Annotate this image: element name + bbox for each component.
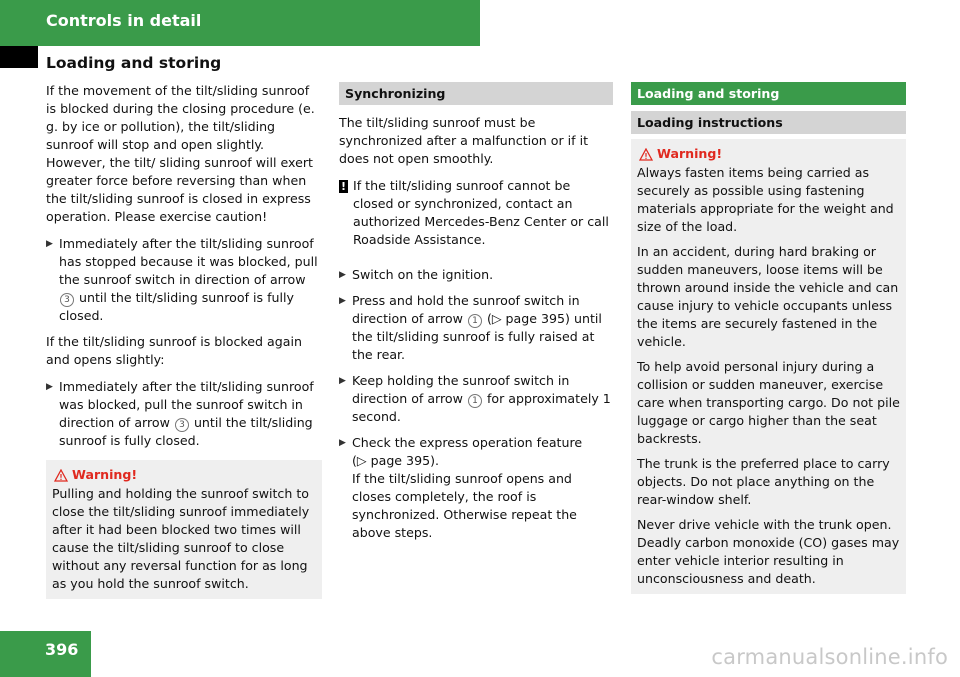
- step-arrow-icon: ▶: [339, 376, 346, 386]
- instruction-step: [46, 378, 322, 450]
- warning-text: In an accident, during hard braking or sudden maneuvers, loose items will be thrown around inside the vehicle and can cause injury to vehicle occupants unless the items are securely fastened in the vehicle.: [637, 244, 899, 349]
- instruction-step: [339, 266, 613, 284]
- warning-box: [631, 139, 906, 594]
- chapter-title: Controls in detail: [46, 11, 202, 30]
- warning-box: [46, 460, 322, 599]
- callout-number-icon: 3: [60, 293, 74, 307]
- warning-text: The trunk is the preferred place to carry objects. Do not place anything on the rear-window shelf.: [637, 456, 890, 507]
- step-text: until the tilt/sliding sunroof is fully closed.: [59, 290, 294, 323]
- page-reference: (▷ page 395): [486, 311, 570, 326]
- step-text: Check the express operation feature: [352, 435, 583, 450]
- step-text: Switch on the ignition.: [352, 267, 494, 282]
- warning-label: Warning!: [72, 467, 138, 482]
- warning-heading: [52, 466, 316, 484]
- callout-number-icon: 3: [175, 418, 189, 432]
- warning-label: Warning!: [657, 146, 723, 161]
- section-title: Loading and storing: [46, 54, 222, 72]
- step-arrow-icon: ▶: [339, 438, 346, 448]
- synchronizing-heading: Synchronizing: [339, 82, 613, 105]
- sunroof-blocked-intro: If the movement of the tilt/sliding sunroof is blocked during the closing procedure (e. g. by ice or pollution), the tilt/sliding sunroof will stop and open slightly. However, the tilt/ sliding sunroof will exert greater force before reversing than when the tilt/sliding sunroof is closed in express operation. Please exercise caution!: [46, 83, 315, 224]
- step-arrow-icon: ▶: [46, 239, 53, 249]
- step-text: Press and hold the sunroof switch in direction of arrow: [352, 293, 580, 326]
- callout-number-icon: 1: [468, 394, 482, 408]
- warning-heading: [637, 145, 900, 163]
- loading-instructions-heading: Loading instructions: [631, 111, 906, 134]
- step-text: until the tilt/sliding sunroof is fully closed.: [59, 415, 313, 448]
- warning-text: Always fasten items being carried as securely as possible using fastening materials appropriate for the weight and size of the load.: [637, 165, 894, 234]
- instruction-step: [339, 372, 613, 426]
- column-middle: [339, 82, 613, 550]
- notice-item: [339, 177, 613, 249]
- notice-text: If the tilt/sliding sunroof cannot be closed or synchronized, contact an authorized Mercedes-Benz Center or call Roadside Assistance.: [353, 178, 609, 247]
- step-arrow-icon: ▶: [339, 296, 346, 306]
- warning-text: Pulling and holding the sunroof switch to close the tilt/sliding sunroof immediately after it had been blocked two times will cause the tilt/sliding sunroof to close without any reversal function for as long as you hold the sunroof switch.: [52, 486, 310, 591]
- step-text: Keep holding the sunroof switch in direction of arrow: [352, 373, 570, 406]
- blocked-again-text: If the tilt/sliding sunroof is blocked again and opens slightly:: [46, 334, 302, 367]
- step-arrow-icon: ▶: [339, 270, 346, 280]
- warning-triangle-icon: [54, 469, 68, 482]
- column-left: [46, 82, 322, 599]
- page-reference: (▷ page 395).: [352, 453, 440, 468]
- step-text: until the tilt/sliding sunroof is fully raised at the rear.: [352, 311, 602, 362]
- callout-number-icon: 1: [468, 314, 482, 328]
- warning-triangle-icon: [639, 148, 653, 161]
- step-arrow-icon: ▶: [46, 382, 53, 392]
- step-text: Immediately after the tilt/sliding sunroof was blocked, pull the sunroof switch in direction of arrow: [59, 379, 314, 430]
- instruction-step: [339, 434, 613, 542]
- page-number-box: [0, 631, 91, 677]
- step-text: Immediately after the tilt/sliding sunroof has stopped because it was blocked, pull the sunroof switch in direction of arrow: [59, 236, 318, 287]
- header-tab-marker: [0, 46, 38, 68]
- instruction-step: [46, 235, 322, 325]
- exclamation-notice-icon: !: [340, 180, 347, 193]
- step-text: for approximately 1 second.: [352, 391, 611, 424]
- warning-text: To help avoid personal injury during a collision or sudden maneuver, exercise care when transporting cargo. Do not pile luggage or cargo higher than the seat backrests.: [637, 359, 900, 446]
- warning-text: Never drive vehicle with the trunk open. Deadly carbon monoxide (CO) gases may enter vehicle interior resulting in unconsciousness and death.: [637, 517, 900, 586]
- synchronizing-intro: The tilt/sliding sunroof must be synchronized after a malfunction or if it does not open smoothly.: [339, 115, 589, 166]
- loading-storing-heading: Loading and storing: [631, 82, 906, 105]
- column-right: [631, 82, 906, 594]
- page-number: 396: [45, 640, 79, 659]
- step-text: If the tilt/sliding sunroof opens and closes completely, the roof is synchronized. Otherwise repeat the above steps.: [352, 471, 577, 540]
- instruction-step: [339, 292, 613, 364]
- watermark: carmanualsonline.info: [711, 645, 948, 669]
- chapter-header-bar: [0, 0, 480, 46]
